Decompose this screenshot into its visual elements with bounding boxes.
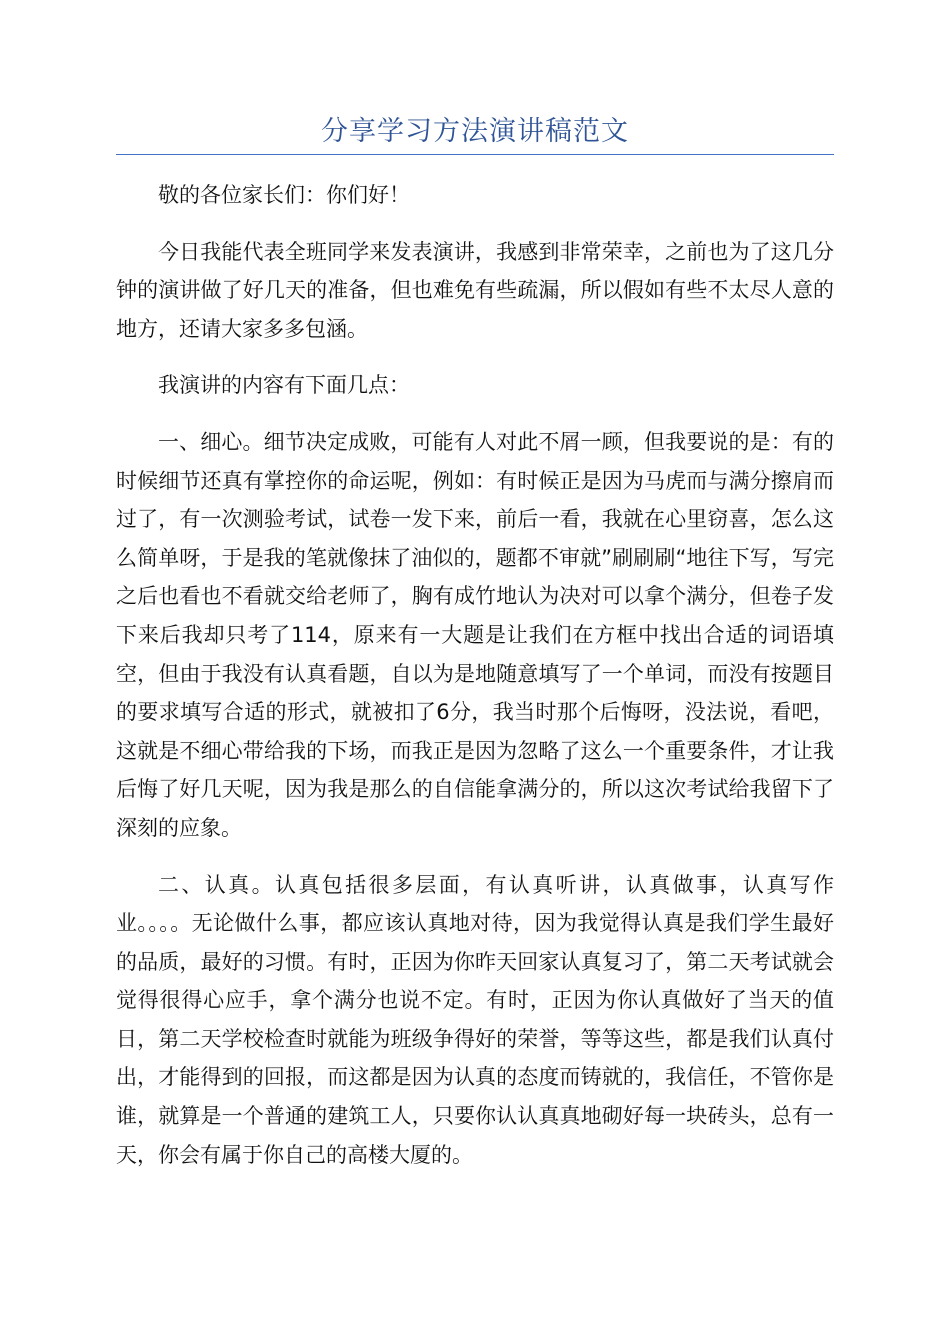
paragraph-point-serious: 二、认真。认真包括很多层面，有认真听讲，认真做事，认真写作业。。。。无论做什么事，都应该认真地对待，因为我觉得认真是我们学生最好的品质，最好的习惯。有时，正因为你昨天回家认真复习了，第二天考试就会觉得很得心应手，拿个满分也说不定。有时，正因为你认真做好了当天的值日，第二天学校检查时就能为班级争得好的荣誉，等等这些，都是我们认真付出，才能得到的回报，而这都是因为认真的态度而铸就的，我信任，不管你是谁，就算是一个普通的建筑工人，只要你认认真真地砌好每一块砖头，总有一天，你会有属于你自己的高楼大厦的。 (116, 872, 834, 1167)
paragraph-intro: 今日我能代表全班同学来发表演讲，我感到非常荣幸，之前也为了这几分钟的演讲做了好几天的准备，但也难免有些疏漏，所以假如有些不太尽人意的地方，还请大家多多包涵。 (116, 239, 834, 341)
paragraph-point-careful: 一、细心。细节决定成败，可能有人对此不屑一顾，但我要说的是：有的时候细节还真有掌控你的命运呢，例如：有时候正是因为马虎而与满分擦肩而过了，有一次测验考试，试卷一发下来，前后一看，我就在心里窃喜，怎么这么简单呀，于是我的笔就像抹了油似的，题都不审就”刷刷刷“地往下写，写完之后也看也不看就交给老师了，胸有成竹地认为决对可以拿个满分，但卷子发下来后我却只考了114，原来有一大题是让我们在方框中找出合适的词语填空，但由于我没有认真看题，自以为是地随意填写了一个单词，而没有按题目的要求填写合适的形式，就被扣了6分，我当时那个后悔呀，没法说，看吧，这就是不细心带给我的下场，而我正是因为忽略了这么一个重要条件，才让我后悔了好几天呢，因为我是那么的自信能拿满分的，所以这次考试给我留下了深刻的应象。 (116, 429, 834, 840)
document-title: 分享学习方法演讲稿范文 (321, 116, 629, 147)
paragraph-greeting: 敬的各位家长们：你们好！ (158, 183, 410, 207)
document-body (116, 176, 834, 1192)
paragraph-outline: 我演讲的内容有下面几点： (158, 373, 410, 398)
title-underline (116, 154, 834, 155)
